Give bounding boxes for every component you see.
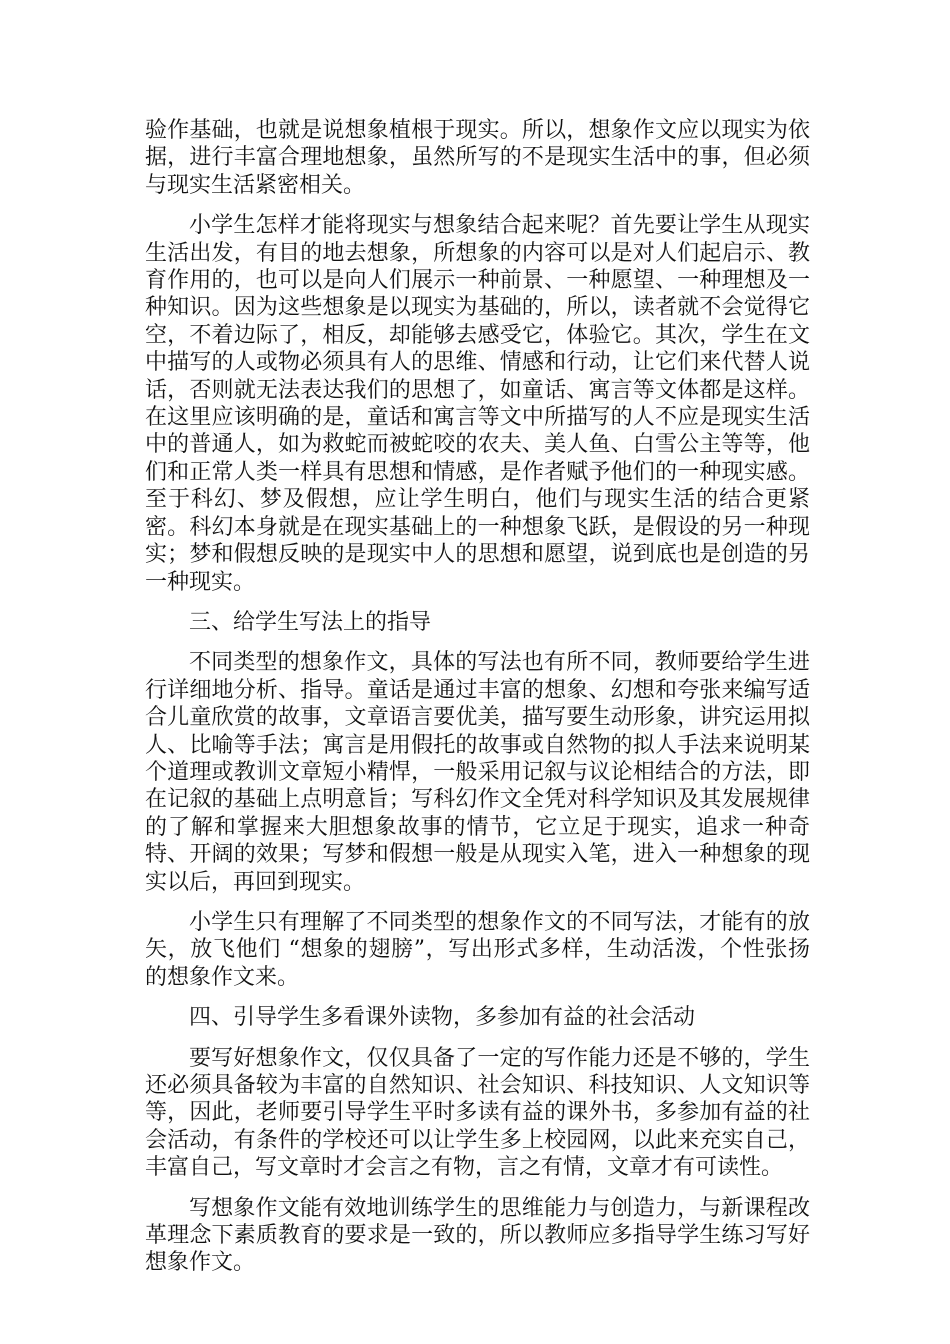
paragraph-combining-reality-imagination: 小学生怎样才能将现实与想象结合起来呢？首先要让学生从现实生活出发，有目的地去想象，所想象的内容可以是对人们起启示、教育作用的，也可以是向人们展示一种前景、一种愿望、一种理想及一种知识。因为这些想象是以现实为基础的，所以，读者就不会觉得它空，不着边际了，相反，却能够去感受它，体验它。其次，学生在文中描写的人或物必须具有人的思维、情感和行动，让它们来代替人说话，否则就无法表达我们的思想了，如童话、寓言等文体都是这样。在这里应该明确的是，童话和寓言等文中所描写的人不应是现实生活中的普通人，如为救蛇而被蛇咬的农夫、美人鱼、白雪公主等等，他们和正常人类一样具有思想和情感，是作者赋予他们的一种现实感。至于科幻、梦及假想，应让学生明白，他们与现实生活的结合更紧密。科幻本身就是在现实基础上的一种想象飞跃，是假设的另一种现实；梦和假想反映的是现实中人的思想和愿望，说到底也是创造的另一种现实。 <box>145 213 810 595</box>
section-heading-4: 四、引导学生多看课外读物，多参加有益的社会活动 <box>189 1005 696 1031</box>
document-page <box>145 117 810 1290</box>
paragraph-extracurricular-reading: 要写好想象作文，仅仅具备了一定的写作能力还是不够的，学生还必须具备较为丰富的自然知识、社会知识、科技知识、人文知识等等，因此，老师要引导学生平时多读有益的课外书，多参加有益的社会活动，有条件的学校还可以让学生多上校园网，以此来充实自己，丰富自己，写文章时才会言之有物，言之有情，文章才有可读性。 <box>145 1045 810 1181</box>
paragraph-continuation: 验作基础，也就是说想象植根于现实。所以，想象作文应以现实为依据，进行丰富合理地想象，虽然所写的不是现实生活中的事，但必须与现实生活紧密相关。 <box>145 118 810 198</box>
paragraph-conclusion: 写想象作文能有效地训练学生的思维能力与创造力，与新课程改革理念下素质教育的要求是一致的，所以教师应多指导学生练习写好想象作文。 <box>145 1195 810 1276</box>
paragraph-understanding-methods: 小学生只有理解了不同类型的想象作文的不同写法，才能有的放矢，放飞他们 “想象的翅膀”，写出形式多样，生动活泼，个性张扬的想象作文来。 <box>145 909 810 990</box>
paragraph-writing-methods: 不同类型的想象作文，具体的写法也有所不同，教师要给学生进行详细地分析、指导。童话是通过丰富的想象、幻想和夸张来编写适合儿童欣赏的故事，文章语言要优美，描写要生动形象，讲究运用拟人、比喻等手法；寓言是用假托的故事或自然物的拟人手法来说明某个道理或教训文章短小精悍，一般采用记叙与议论相结合的方法，即在记叙的基础上点明意旨；写科幻作文全凭对科学知识及其发展规律的了解和掌握来大胆想象故事的情节，它立足于现实，追求一种奇特、开阔的效果；写梦和假想一般是从现实入笔，进入一种想象的现实以后，再回到现实。 <box>145 650 810 895</box>
section-heading-3: 三、给学生写法上的指导 <box>189 609 432 635</box>
